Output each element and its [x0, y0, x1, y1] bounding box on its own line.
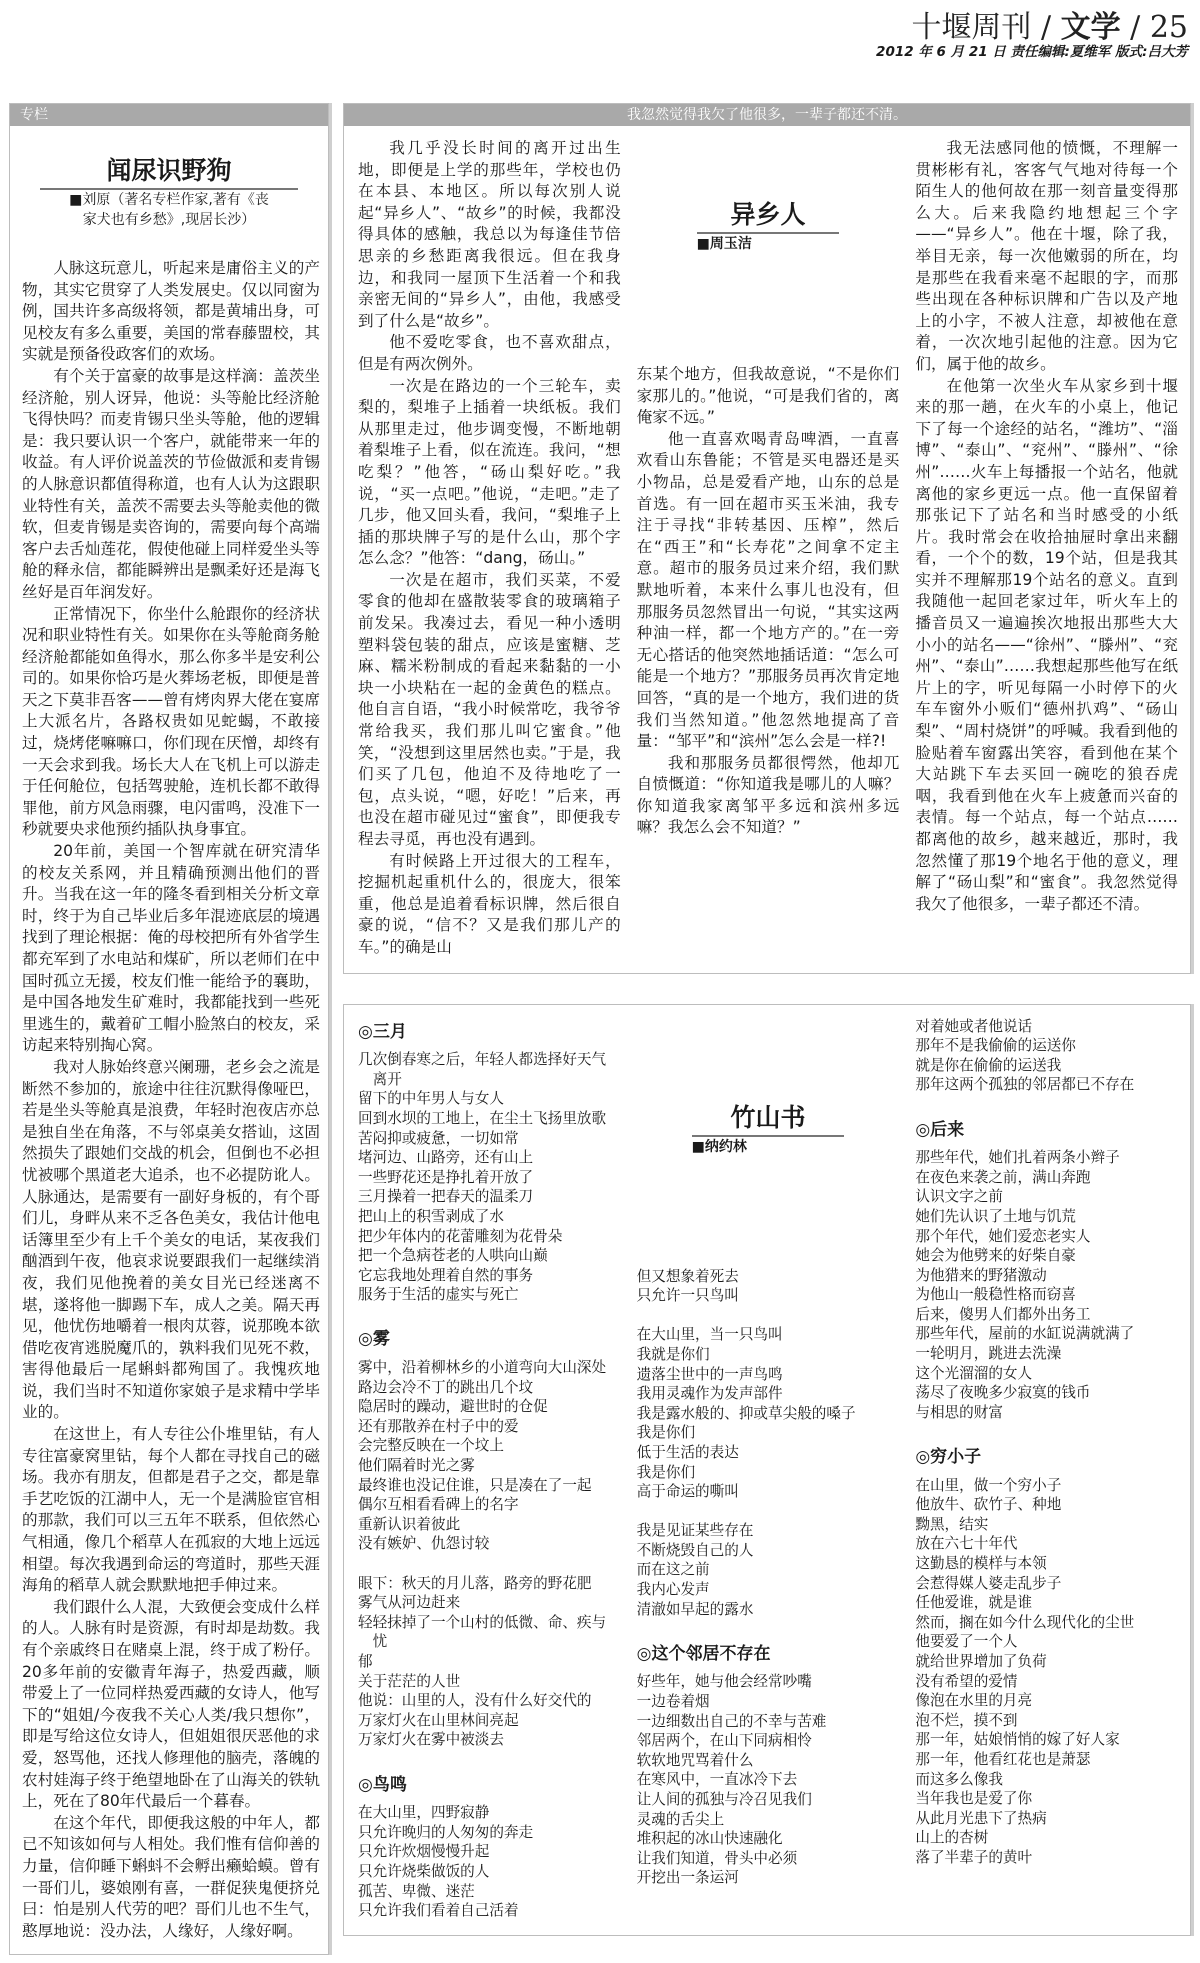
- paragraph: 一次是在路边的一个三轮车，卖梨的，梨堆子上插着一块纸板。我们从那里走过，他步调变慢，不断地朝着梨堆子上看，似在流连。我问，“想吃梨？”他答，“砀山梨好吃。”我说，“买一点吧。”他说，“走吧。”走了几步，他又回头看，我问，“梨堆子上插的那块牌子写的是什么山，那个字怎么念？”他答：“dang，砀山。”: [358, 376, 621, 568]
- poem-line: 没有嫉妒、仇怨讨较: [358, 1535, 490, 1553]
- paragraph: 我对人脉始终意兴阑珊，老乡会之流是断然不参加的，旅途中往往沉默得像哑巴，若是坐头等舱真是浪费，年轻时泡夜店亦总是独自坐在角落，不与邻桌美女搭讪，这固然损失了跟她们交战的机会，但倒也不必担忧被哪个黑道老大追杀，也不必提防讹人。人脉通达，是需要有一副好身板的，有个哥们儿，身畔从来不乏各色美女，我估计他电话簿里至少有上千个美女的电话，某夜我们酗酒到午夜，他哀求说要跟我们一起继续消夜，我们见他挽着的美女目光已经迷离不堪，遂将他一脚踢下车，成人之美。隔天再见，他忧伤地嚼着一根肉苁蓉，说那晚本欲借吃夜宵逃脱魔爪的，孰料我们见死不救，害得他最后一尾蝌蚪都殉国了。我愧疚地说，我们当时不知道你家娘子是求精中学毕业的。: [22, 1057, 320, 1422]
- poem-line: 落了半辈子的黄叶: [915, 1848, 1033, 1866]
- poem-line: 一边卷着烟: [636, 1693, 710, 1711]
- paragraph: 他一直喜欢喝青岛啤酒，一直喜欢看山东鲁能；不管是买电器还是买小物品，总是爱看产地，山东的总是首选。有一回在超市买玉米油，我专注于寻找“非转基因、压榨”，然后在“西王”和“长寿花”之间拿不定主意。超市的服务员过来介绍，我们默默地听着，本来什么事儿也没有，但那服务员忽然冒出一句说，“其实这两种油一样，都一个地方产的。”在一旁无心搭话的他突然地插话道：“怎么可能是一个地方？”那服务员再次肯定地回答，“真的是一个地方，我们进的货我们当然知道。”他忽然地提高了音量：“邹平”和“滨州”怎么会是一样?!: [636, 429, 900, 751]
- poem-line: 就是你在偷偷的运送我: [915, 1056, 1062, 1074]
- poem-line: 泡不烂，摸不到: [915, 1711, 1018, 1729]
- poem-line: 像泡在水里的月亮: [915, 1692, 1033, 1710]
- page-number: 25: [1149, 10, 1188, 45]
- section-name: 文学: [1060, 10, 1121, 45]
- poem-line: 最终谁也没记住谁，只是凑在了一起: [358, 1476, 592, 1494]
- poem-line: 他要爱了一个人: [915, 1633, 1018, 1651]
- poem-line: 一些野花还是挣扎着开放了: [358, 1168, 534, 1186]
- poem-line: 灵魂的舌尖上: [636, 1810, 725, 1828]
- paragraph: 他不爱吃零食，也不喜欢甜点，但是有两次例外。: [358, 333, 621, 373]
- poem-line: 雾中，沿着柳林乡的小道弯向大山深处: [358, 1359, 607, 1377]
- paragraph: 在这世上，有人专往公仆堆里钻，有人专往富豪窝里钻，每个人都在寻找自己的磁场。我亦有朋友，但都是君子之交，都是靠手艺吃饭的江湖中人，无一个是满脸宦官相的那款，我们可以三五年不联系，但依然心气相通，像几个稻草人在孤寂的大地上远远相望。每次我遇到命运的弯道时，那些天涯海角的稻草人就会默默地把手伸过来。: [22, 1425, 320, 1595]
- stanza-break: [637, 1619, 900, 1639]
- poem-line: 它忘我地处理着自然的事务: [358, 1266, 534, 1284]
- article-body: [22, 258, 320, 1942]
- poem-line: 三月操着一把春天的温柔刀: [358, 1188, 534, 1206]
- page-header: [0, 0, 1200, 100]
- poem-line: 软软地咒骂着什么: [636, 1751, 754, 1769]
- poem-line: 堵河边、山路旁，还有山上: [358, 1149, 534, 1167]
- poem-line: 我内心发声: [636, 1581, 710, 1599]
- story-columns: [344, 126, 1190, 973]
- paragraph: 我无法感同他的愤慨，不理解一贯彬彬有礼，客客气气地对待每一个陌生人的他何故在那一刻音量变得那么大。后来我隐约地想起三个字——“异乡人”。他在十堰，除了我，举目无亲，每一次他嫩弱的所在，均是那些在我看来毫不起眼的字，而那些出现在各种标识牌和广告以及产地上的小字，不被人注意，却被他在意着，一次次地引起他的注意。因为它们，属于他的故乡。: [915, 139, 1179, 373]
- poems-middle: [637, 1017, 900, 1888]
- poem-line: 万家灯火在雾中被淡去: [358, 1731, 504, 1749]
- poem-line: 然而，搁在如今什么现代化的尘世: [915, 1613, 1135, 1631]
- poem-heading: ◎三月: [358, 1021, 407, 1042]
- story-column-1: [358, 138, 621, 959]
- column-label: 专栏: [10, 104, 328, 126]
- paragraph: 我几乎没长时间的离开过出生地，即便是上学的那些年，学校也仍在本县、本地区。所以每次别人说起“异乡人”、“故乡”的时候，我都没得具体的感触，我总以为每逢佳节倍思亲的乡愁距离我很远。但在我身边，和我同一屋顶下生活着一个和我亲密无间的“异乡人”，由他，我感受到了什么是“故乡”。: [358, 139, 621, 330]
- poem-line: 一轮明月，跳进去洗澡: [915, 1345, 1062, 1363]
- poem-line: 与相思的财富: [915, 1403, 1003, 1421]
- poem-line: 就给世界增加了负荷: [915, 1652, 1047, 1670]
- poem-line: 只允许一只鸟叫: [636, 1287, 739, 1305]
- poem-line: 而这多么像我: [915, 1770, 1003, 1788]
- poem-line: 我用灵魂作为发声部件: [636, 1385, 783, 1403]
- poem-line: 孤苦、卑微、迷茫: [358, 1882, 475, 1900]
- poem-line: 只允许晚归的人匆匆的奔走: [358, 1823, 534, 1841]
- poem-line: 认识文字之前: [915, 1188, 1003, 1206]
- poem-line: 我是你们: [636, 1463, 696, 1481]
- poem-line: 苦闷抑或疲惫，一切如常: [358, 1129, 519, 1147]
- poem-line: 好些年，她与他会经常吵嘴: [636, 1673, 812, 1691]
- stanza-break: [915, 1422, 1178, 1442]
- page-body: [0, 100, 1200, 1963]
- poem-line: 雾气从河边赶来: [358, 1594, 461, 1612]
- column-box: [9, 103, 329, 1955]
- poem-heading: ◎鸟鸣: [358, 1774, 407, 1795]
- poem-line: 在夜色来袭之前，满山奔跑: [915, 1168, 1091, 1186]
- paragraph: 人脉这玩意儿，听起来是庸俗主义的产物，其实它贯穿了人类发展史。仅以同窗为例，国共许多高级将领，都是黄埔出身，可见校友有多么重要，美国的常春藤盟校，其实就是预备役政客们的欢场。: [22, 259, 320, 364]
- byline-line: 家犬也有乡愁》,现居长沙）: [82, 212, 256, 228]
- poem-line: 后来，傻男人们都外出务工: [915, 1305, 1091, 1323]
- poem-line: 那年这两个孤独的邻居都已不存在: [915, 1076, 1135, 1094]
- poems-column-3: [915, 1017, 1178, 1868]
- poems-title-block: [637, 1101, 900, 1157]
- poem-line: 我是见证某些存在: [636, 1522, 754, 1540]
- poem-line: 偶尔互相看看碑上的名字: [358, 1496, 519, 1514]
- paragraph: 我们跟什么人混，大致便会变成什么样的人。人脉有时是资源，有时却是劫数。我有个亲戚终日在赌桌上混，终于成了粉仔。20多年前的安徽青年海子，热爱西藏，顺带爱上了一位同样热爱西藏的女诗人，他写下的“姐姐/今夜我不关心人类/我只想你”，即是写给这位女诗人，但姐姐很厌恶他的求爱，怒骂他，还找人修理他的脑壳，落魄的农村娃海子终于绝望地卧在了山海关的铁轨上，死在了80年代最后一个暮春。: [22, 1597, 320, 1811]
- poem-line: 让人间的孤独与冷召见我们: [636, 1791, 812, 1808]
- poem-line: 只允许烧柴做饭的人: [358, 1862, 490, 1880]
- paragraph: 我和那服务员都很愕然，他却兀自愤慨道：“你知道我是哪儿的人嘛？你知道我家离邹平多远和滨州多远嘛？我怎么会不知道？”: [636, 753, 900, 837]
- poem-line: 路边会冷不丁的跳出几个坟: [358, 1378, 534, 1396]
- story-column-3: [915, 138, 1178, 915]
- poem-line: 一边细数出自己的不幸与苦难: [636, 1712, 827, 1730]
- poem-line: 让我们知道，骨头中必须: [636, 1849, 798, 1867]
- right-area: [343, 103, 1191, 1936]
- poem-heading: ◎雾: [358, 1329, 390, 1350]
- paragraph: 在这个年代，即便我这般的中年人，都已不知该如何与人相处。我们惟有信仰善的力量，信仰睡下蝌蚪不会孵出癞蛤蟆。曾有一哥们儿，婆娘刚有喜，一群促狭鬼便挤兑曰：怕是别人代劳的吧？哥们儿也不生气，憨厚地说：没办法，人缘好，人缘好啊。: [22, 1813, 320, 1940]
- poem-line: 轻轻抹掉了一个山村的低微、命、疾与忧: [358, 1613, 607, 1651]
- poem-line: 在山里，做一个穷小子: [915, 1476, 1062, 1494]
- column-title-block: [40, 154, 298, 230]
- poem-line: 只允许我们看着自己活着: [358, 1902, 519, 1920]
- separator: /: [1120, 10, 1150, 45]
- poem-line: 郁: [358, 1652, 373, 1670]
- poem-line: 这勤恳的模样与本领: [915, 1555, 1047, 1572]
- poem-line: 那些年代，她们扎着两条小辫子: [915, 1149, 1120, 1167]
- poem-line: 但又想象着死去: [636, 1267, 739, 1285]
- poem-line: 在寒风中，一直冰冷下去: [636, 1771, 798, 1789]
- poem-line: 对着她或者他说话: [915, 1017, 1033, 1035]
- poem-line: 遗落尘世中的一声鸟鸣: [636, 1365, 783, 1383]
- poem-line: 眼下：秋天的月儿落，路旁的野花肥: [358, 1574, 592, 1592]
- stanza-break: [358, 1305, 621, 1325]
- poem-line: 他说：山里的人，没有什么好交代的: [358, 1692, 592, 1710]
- poem-line: 在大山里，当一只鸟叫: [636, 1326, 783, 1344]
- stanza-break: [358, 1554, 621, 1574]
- poem-line: 把山上的积雪剥成了水: [358, 1207, 504, 1225]
- poem-line: 留下的中年男人与女人: [358, 1090, 504, 1108]
- poem-line: 我是你们: [636, 1424, 696, 1442]
- poem-line: 为他猎来的野猪激动: [915, 1266, 1047, 1284]
- poem-line: 那年不是我偷偷的运送你: [915, 1037, 1076, 1055]
- poem-line: 把一个急病苍老的人哄向山巅: [358, 1247, 548, 1265]
- paragraph: 在他第一次坐火车从家乡到十堰来的那一趟，在火车的小桌上，他记下了每一个途经的站名，“潍坊”、“淄博”、“泰山”、“兖州”、“滕州”、“徐州”……火车上每播报一个站名，他就离他的家乡更远一点。他一直保留着那张记下了站名和当时感受的小纸片。我时常会在收拾抽屉时拿出来翻看，一个个的数，19个站，但是我其实并不理解那19个站名的意义。直到我随他一起回老家过年，听火车上的播音员又一遍遍挨次地报出那些大大小小的站名——“徐州”、“滕州”、“兖州”、“泰山”……我想起那些他写在纸片上的字，听见每隔一小时停下的火车车窗外小贩们“德州扒鸡”、“砀山梨”、“周村烧饼”的呼喊。我看到他的脸贴着车窗露出笑容，看到他在某个大站跳下车去买回一碗吃的狼吞虎咽，我看到他在火车上疲惫而兴奋的表情。每一个站点，每一个站点……都离他的故乡，越来越近，那时，我忽然懂了那19个地名于他的意义，理解了“砀山梨”和“蜜食”。我忽然觉得我欠了他很多，一辈子都还不清。: [915, 376, 1179, 913]
- separator: /: [1031, 10, 1061, 45]
- poem-line: 放在六七十年代: [915, 1535, 1018, 1553]
- paragraph: 东某个地方，但我故意说，“不是你们家那儿的。”他说，“可是我们省的，离俺家不远。”: [636, 365, 900, 427]
- poem-line: 那个年代，她们爱恋老实人: [915, 1227, 1091, 1245]
- poem-heading: ◎穷小子: [915, 1447, 982, 1468]
- dateline: 2012 年 6 月 21 日 责任编辑:夏维军 版式:吕大芳: [876, 44, 1188, 60]
- paragraph: 有个关于富豪的故事是这样滴：盖茨坐经济舱，别人讶异，他说：头等舱比经济舱飞得快吗？而麦肯锡只坐头等舱，他的逻辑是：我只要认识一个客户，就能带来一年的收益。有人评价说盖茨的节俭做派和麦肯锡的人脉意识都值得称道，也有人认为这跟职业特性有关，盖茨不需要去头等舱卖他的微软，但麦肯锡是卖咨询的，需要向每个高端客户去舌灿莲花，假使他碰上同样爱坐头等舱的释永信，都能瞬辨出是飘柔好还是海飞丝好是百年润发好。: [22, 366, 320, 601]
- poem-line: 荡尽了夜晚多少寂寞的钱币: [915, 1384, 1091, 1402]
- poem-line: 而在这之前: [636, 1561, 710, 1579]
- poem-line: 从此月光患下了热病: [915, 1809, 1047, 1827]
- poem-line: 重新认识着彼此: [358, 1515, 461, 1533]
- poem-line: 万家灯火在山里林间亮起: [358, 1711, 519, 1729]
- paragraph: 有时候路上开过很大的工程车，挖掘机起重机什么的，很庞大，很笨重，他总是追着看标识牌，然后很自豪的说，“信不？又是我们那儿产的车。”的确是山: [358, 851, 621, 956]
- poems-column-1: [358, 1017, 621, 1921]
- paragraph: 20年前，美国一个智库就在研究清华的校友关系网，并且精确预测出他们的晋升。当我在这一年的隆冬看到相关分析文章时，终于为自己毕业后多年混迹底层的境遇找到了理论根据：俺的母校把所有外省学生都充军到了水电站和煤矿，所以老师们在中国时孤立无援，校友们惟一能给予的襄助，是中国各地发生矿难时，我都能找到一些死里逃生的，戴着矿工帽小脸煞白的校友，采访起来特别掏心窝。: [22, 842, 320, 1055]
- poem-line: 我是露水般的、抑或草尖般的嗓子: [636, 1404, 856, 1422]
- story-banner: 我忽然觉得我欠了他很多，一辈子都还不清。: [344, 104, 1190, 126]
- poem-line: 那一年，姑娘悄悄的嫁了好人家: [915, 1731, 1120, 1749]
- poem-line: 开挖出一条运河: [636, 1869, 739, 1887]
- poem-line: 堆积起的冰山快速融化: [636, 1830, 783, 1848]
- poems-column-2: [637, 1267, 900, 1888]
- story-box: [343, 103, 1191, 974]
- story-middle: [637, 138, 900, 839]
- poem-line: 任他爱谁，就是谁: [915, 1594, 1033, 1612]
- poem-line: 还有那散养在村子中的爱: [358, 1417, 519, 1435]
- poem-line: 山上的杏树: [915, 1829, 989, 1847]
- poem-line: 会完整反映在一个坟上: [358, 1437, 504, 1455]
- byline-line: ■刘原（著名专栏作家,著有《丧: [69, 192, 269, 208]
- story-byline: ■周玉洁: [696, 236, 752, 252]
- poem-line: 回到水坝的工地上，在尘土飞扬里放歌: [358, 1109, 607, 1127]
- stanza-break: [358, 1750, 621, 1770]
- byline: [40, 190, 298, 230]
- poem-heading: ◎后来: [915, 1119, 965, 1140]
- poem-line: 她会为他劈来的好柴自豪: [915, 1247, 1076, 1265]
- poem-line: 没有希望的爱情: [915, 1672, 1018, 1690]
- poems-box: [343, 1004, 1191, 1936]
- poem-line: 高于命运的嘶叫: [636, 1483, 739, 1501]
- paper-name: 十堰周刊: [911, 10, 1032, 45]
- poem-line: 清澈如早起的露水: [636, 1600, 754, 1618]
- poem-line: 只允许炊烟慢慢升起: [358, 1843, 490, 1861]
- stanza-break: [915, 1095, 1178, 1115]
- stanza-break: [637, 1502, 900, 1522]
- poems-title: 竹山书: [692, 1101, 845, 1137]
- poem-line: 当年我也是爱了你: [915, 1790, 1033, 1808]
- story-column-2: [637, 364, 900, 839]
- poem-line: 隐居时的躁动，避世时的仓促: [358, 1398, 548, 1416]
- poem-line: 他放牛、砍竹子、种地: [915, 1496, 1062, 1514]
- poem-heading: ◎这个邻居不存在: [636, 1643, 771, 1664]
- article-title: 闻尿识野狗: [40, 154, 298, 190]
- poem-line: 他们隔着时光之雾: [358, 1457, 475, 1475]
- poem-line: 把少年体内的花蕾雕刻为花骨朵: [358, 1227, 563, 1245]
- poem-line: 会惹得媒人婆走乱步子: [915, 1574, 1062, 1592]
- story-title-block: [637, 198, 900, 254]
- poem-line: 邻居两个，在山下同病相怜: [636, 1732, 812, 1750]
- poem-line: 那些年代，屋前的水缸说满就满了: [915, 1325, 1135, 1343]
- poem-line: 在大山里，四野寂静: [358, 1804, 490, 1822]
- story-title: 异乡人: [697, 198, 840, 234]
- paragraph: 一次是在超市，我们买菜，不爱零食的他却在盛散装零食的玻璃箱子前发呆。我凑过去，看见一种小透明塑料袋包装的甜点，应该是蜜糖、芝麻、糯米粉制成的看起来黏黏的一小块一小块粘在一起的金黄色的糕点。他自言自语，“我小时候常吃，我爷爷常给我买，我们那儿叫它蜜食。”他笑，“没想到这里居然也卖。”于是，我们买了几包，他迫不及待地吃了一包，点头说，“嗯，好吃！”后来，再也没在超市碰见过“蜜食”，即便我专程去寻觅，再也没有遇到。: [358, 570, 621, 848]
- poem-line: 她们先认识了土地与饥荒: [915, 1207, 1076, 1225]
- poem-line: 关于茫茫的人世: [358, 1672, 461, 1690]
- poem-line: 不断烧毁自己的人: [636, 1541, 754, 1559]
- poem-line: 这个光溜溜的女人: [915, 1364, 1033, 1382]
- poems-byline: ■纳约林: [691, 1138, 747, 1155]
- poem-line: 为他山一般稳性格而窃喜: [915, 1286, 1076, 1304]
- poem-line: 那一年，他看红花也是萧瑟: [915, 1750, 1091, 1768]
- paragraph: 正常情况下，你坐什么舱跟你的经济状况和职业特性有关。如果你在头等舱商务舱经济舱都能如鱼得水，那么你多半是安利公司的。如果你恰巧是火葬场老板，即便是普天之下莫非吾客——曾有烤肉界大佬在宴席上大派名片，各路权贵如见蛇蝎，不敢接过，烧烤佬嘛嘛口，你们现在厌憎，却终有一天会求到我。场长大人在飞机上可以游走于任何舱位，包括驾驶舱，连机长都不敢得罪他，前方风急雨骤，电闪雷鸣，没准下一秒就要央求他预约插队执身事宜。: [22, 604, 320, 839]
- poem-line: 我就是你们: [636, 1345, 710, 1363]
- poems-columns: [344, 1005, 1190, 1935]
- poem-line: 黝黑，结实: [915, 1515, 989, 1533]
- stanza-break: [637, 1306, 900, 1326]
- poem-line: 低于生活的表达: [636, 1443, 739, 1461]
- poem-line: 几次倒春寒之后，年轻人都选择好天气离开: [358, 1051, 607, 1088]
- poem-line: 服务于生活的虚实与死亡: [358, 1286, 519, 1304]
